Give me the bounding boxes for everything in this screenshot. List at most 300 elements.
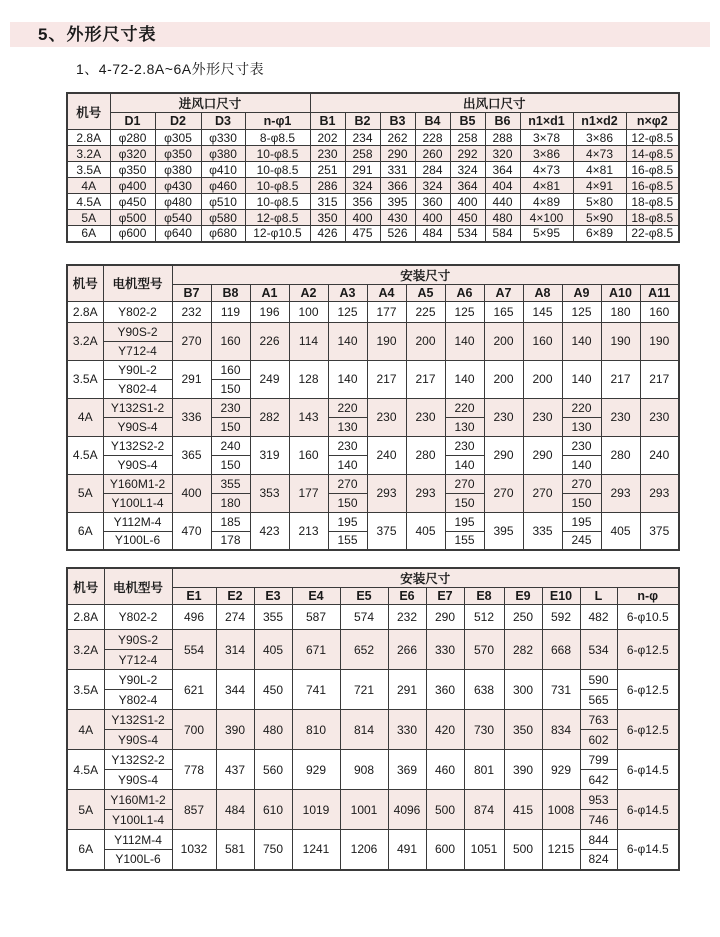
data-cell: 491 xyxy=(388,830,426,870)
data-cell: Y90S-2 xyxy=(104,630,172,650)
data-cell: 420 xyxy=(426,710,464,750)
data-cell: 484 xyxy=(216,790,254,830)
header-cell: A9 xyxy=(562,284,601,301)
data-cell: 405 xyxy=(601,512,640,550)
table-row xyxy=(67,130,679,146)
data-cell: 217 xyxy=(601,360,640,398)
data-cell: 282 xyxy=(250,398,289,436)
data-cell: 10-φ8.5 xyxy=(245,146,310,162)
data-cell: 3.2A xyxy=(67,322,103,360)
data-cell: 3×86 xyxy=(573,130,626,146)
data-cell: 292 xyxy=(450,146,485,162)
data-cell: Y802-4 xyxy=(103,379,172,398)
data-cell: 10-φ8.5 xyxy=(245,162,310,178)
data-cell: 437 xyxy=(216,750,254,790)
header-cell: B3 xyxy=(380,113,415,130)
data-cell: 4096 xyxy=(388,790,426,830)
data-cell: 220 xyxy=(562,398,601,417)
data-cell: 587 xyxy=(292,605,340,630)
data-cell: 130 xyxy=(445,417,484,436)
data-cell: 460 xyxy=(426,750,464,790)
data-cell: 155 xyxy=(328,531,367,550)
table-row xyxy=(67,790,679,810)
data-cell: 140 xyxy=(562,455,601,474)
data-cell: 1215 xyxy=(542,830,580,870)
data-cell: 200 xyxy=(406,322,445,360)
data-cell: 230 xyxy=(211,398,250,417)
data-cell: 280 xyxy=(601,436,640,474)
data-cell: 6A xyxy=(67,512,103,550)
data-cell: φ540 xyxy=(155,210,201,226)
data-cell: 929 xyxy=(542,750,580,790)
data-cell: 14-φ8.5 xyxy=(626,146,679,162)
data-cell: Y100L-6 xyxy=(103,531,172,550)
data-cell: 274 xyxy=(216,605,254,630)
data-cell: 128 xyxy=(289,360,328,398)
data-cell: 230 xyxy=(601,398,640,436)
header-cell: 机号 xyxy=(67,93,110,130)
data-cell: Y100L-6 xyxy=(104,850,172,870)
data-cell: φ305 xyxy=(155,130,201,146)
data-cell: 291 xyxy=(172,360,211,398)
data-cell: 190 xyxy=(367,322,406,360)
data-cell: 160 xyxy=(211,360,250,379)
data-cell: 290 xyxy=(484,436,523,474)
data-cell: Y90S-4 xyxy=(104,730,172,750)
data-cell: φ330 xyxy=(201,130,245,146)
data-cell: 570 xyxy=(464,630,504,670)
table-header-row xyxy=(67,265,679,285)
data-cell: 282 xyxy=(504,630,542,670)
data-cell: Y802-2 xyxy=(104,605,172,630)
data-cell: 145 xyxy=(523,301,562,322)
data-cell: 10-φ8.5 xyxy=(245,194,310,210)
data-cell: 240 xyxy=(367,436,406,474)
data-cell: 953 xyxy=(580,790,617,810)
data-cell: 5A xyxy=(67,790,104,830)
data-cell: 125 xyxy=(562,301,601,322)
data-cell: 324 xyxy=(345,178,380,194)
data-cell: 130 xyxy=(562,417,601,436)
data-cell: 3.5A xyxy=(67,670,104,710)
data-cell: φ580 xyxy=(201,210,245,226)
data-cell: 584 xyxy=(485,226,520,242)
header-cell: A10 xyxy=(601,284,640,301)
data-cell: 801 xyxy=(464,750,504,790)
data-cell: 230 xyxy=(328,436,367,455)
data-cell: 4A xyxy=(67,178,110,194)
data-cell: 390 xyxy=(504,750,542,790)
data-cell: 230 xyxy=(562,436,601,455)
data-cell: 200 xyxy=(523,360,562,398)
table-row xyxy=(67,194,679,210)
data-cell: 230 xyxy=(523,398,562,436)
data-cell: 526 xyxy=(380,226,415,242)
data-cell: 450 xyxy=(254,670,292,710)
data-cell: 6A xyxy=(67,830,104,870)
table-row xyxy=(67,322,679,341)
data-cell: Y90S-4 xyxy=(103,455,172,474)
data-cell: 534 xyxy=(580,630,617,670)
data-cell: 150 xyxy=(445,493,484,512)
data-cell: 4×89 xyxy=(520,194,573,210)
header-cell: A3 xyxy=(328,284,367,301)
data-cell: 266 xyxy=(388,630,426,670)
data-cell: 355 xyxy=(254,605,292,630)
data-cell: 857 xyxy=(172,790,216,830)
data-cell: 4×91 xyxy=(573,178,626,194)
data-cell: 240 xyxy=(211,436,250,455)
data-cell: 440 xyxy=(485,194,520,210)
header-cell: A8 xyxy=(523,284,562,301)
data-cell: 230 xyxy=(310,146,345,162)
installation-size-table-a-wrapper xyxy=(66,264,720,552)
data-cell: 750 xyxy=(254,830,292,870)
data-cell: 4.5A xyxy=(67,436,103,474)
data-cell: φ350 xyxy=(110,162,155,178)
data-cell: 1051 xyxy=(464,830,504,870)
data-cell: 375 xyxy=(367,512,406,550)
data-cell: φ680 xyxy=(201,226,245,242)
data-cell: 364 xyxy=(485,162,520,178)
data-cell: 140 xyxy=(328,322,367,360)
data-cell: 366 xyxy=(380,178,415,194)
data-cell: 6-φ14.5 xyxy=(617,830,679,870)
data-cell: 746 xyxy=(580,810,617,830)
data-cell: 3.2A xyxy=(67,630,104,670)
data-cell: 741 xyxy=(292,670,340,710)
data-cell: 331 xyxy=(380,162,415,178)
data-cell: 500 xyxy=(504,830,542,870)
data-cell: 130 xyxy=(328,417,367,436)
table-row xyxy=(67,512,679,531)
header-cell: n-φ1 xyxy=(245,113,310,130)
data-cell: 638 xyxy=(464,670,504,710)
data-cell: 114 xyxy=(289,322,328,360)
data-cell: 320 xyxy=(485,146,520,162)
data-cell: 12-φ8.5 xyxy=(245,210,310,226)
data-cell: Y160M1-2 xyxy=(104,790,172,810)
data-cell: 602 xyxy=(580,730,617,750)
data-cell: 258 xyxy=(345,146,380,162)
data-cell: 330 xyxy=(388,710,426,750)
data-cell: 290 xyxy=(380,146,415,162)
data-cell: Y90S-4 xyxy=(103,417,172,436)
data-cell: 300 xyxy=(504,670,542,710)
data-cell: φ350 xyxy=(155,146,201,162)
data-cell: 395 xyxy=(484,512,523,550)
data-cell: 2.8A xyxy=(67,301,103,322)
data-cell: 336 xyxy=(172,398,211,436)
data-cell: 4.5A xyxy=(67,194,110,210)
data-cell: 195 xyxy=(328,512,367,531)
header-cell: A7 xyxy=(484,284,523,301)
data-cell: 565 xyxy=(580,690,617,710)
data-cell: 178 xyxy=(211,531,250,550)
data-cell: φ280 xyxy=(110,130,155,146)
data-cell: 220 xyxy=(445,398,484,417)
data-cell: 4.5A xyxy=(67,750,104,790)
data-cell: 668 xyxy=(542,630,580,670)
data-cell: 1008 xyxy=(542,790,580,830)
data-cell: 390 xyxy=(216,710,254,750)
data-cell: 810 xyxy=(292,710,340,750)
data-cell: 155 xyxy=(445,531,484,550)
data-cell: 360 xyxy=(415,194,450,210)
data-cell: 3×86 xyxy=(520,146,573,162)
data-cell: 270 xyxy=(328,474,367,493)
table-header-row xyxy=(67,568,679,588)
data-cell: 4×73 xyxy=(520,162,573,178)
data-cell: 234 xyxy=(345,130,380,146)
data-cell: 180 xyxy=(211,493,250,512)
table-row xyxy=(67,146,679,162)
data-cell: 6×89 xyxy=(573,226,626,242)
data-cell: φ450 xyxy=(110,194,155,210)
data-cell: 671 xyxy=(292,630,340,670)
data-cell: 5×80 xyxy=(573,194,626,210)
data-cell: 150 xyxy=(211,455,250,474)
data-cell: 423 xyxy=(250,512,289,550)
data-cell: 6-φ14.5 xyxy=(617,790,679,830)
data-cell: 480 xyxy=(254,710,292,750)
data-cell: Y112M-4 xyxy=(104,830,172,850)
header-cell: A1 xyxy=(250,284,289,301)
data-cell: 230 xyxy=(640,398,679,436)
data-cell: 844 xyxy=(580,830,617,850)
data-cell: 581 xyxy=(216,830,254,870)
header-cell: L xyxy=(580,588,617,605)
data-cell: 1206 xyxy=(340,830,388,870)
data-cell: 125 xyxy=(445,301,484,322)
data-cell: 6A xyxy=(67,226,110,242)
data-cell: 778 xyxy=(172,750,216,790)
data-cell: Y802-2 xyxy=(103,301,172,322)
data-cell: 400 xyxy=(450,194,485,210)
data-cell: 16-φ8.5 xyxy=(626,178,679,194)
data-cell: 405 xyxy=(406,512,445,550)
header-cell: A2 xyxy=(289,284,328,301)
data-cell: 554 xyxy=(172,630,216,670)
data-cell: Y90L-2 xyxy=(104,670,172,690)
data-cell: 4×81 xyxy=(573,162,626,178)
header-cell: E3 xyxy=(254,588,292,605)
data-cell: 426 xyxy=(310,226,345,242)
data-cell: 730 xyxy=(464,710,504,750)
header-cell: 安装尺寸 xyxy=(172,568,679,588)
inlet-outlet-size-table-wrapper xyxy=(66,92,720,243)
header-cell: n1×d1 xyxy=(520,113,573,130)
data-cell: 6-φ10.5 xyxy=(617,605,679,630)
installation-size-table-e xyxy=(66,567,680,871)
data-cell: 929 xyxy=(292,750,340,790)
data-cell: 6-φ12.5 xyxy=(617,710,679,750)
data-cell: 512 xyxy=(464,605,504,630)
header-cell: B8 xyxy=(211,284,250,301)
data-cell: 293 xyxy=(640,474,679,512)
header-cell: 电机型号 xyxy=(104,568,172,605)
data-cell: Y132S2-2 xyxy=(103,436,172,455)
data-cell: 22-φ8.5 xyxy=(626,226,679,242)
data-cell: 225 xyxy=(406,301,445,322)
data-cell: 3.5A xyxy=(67,360,103,398)
data-cell: 4×73 xyxy=(573,146,626,162)
data-cell: 404 xyxy=(485,178,520,194)
data-cell: 908 xyxy=(340,750,388,790)
data-cell: 245 xyxy=(562,531,601,550)
header-cell: A11 xyxy=(640,284,679,301)
data-cell: Y160M1-2 xyxy=(103,474,172,493)
data-cell: 834 xyxy=(542,710,580,750)
table-row xyxy=(67,360,679,379)
data-cell: 400 xyxy=(172,474,211,512)
data-cell: 315 xyxy=(310,194,345,210)
header-cell: E7 xyxy=(426,588,464,605)
data-cell: 3.2A xyxy=(67,146,110,162)
header-cell: D2 xyxy=(155,113,201,130)
table-row xyxy=(67,226,679,242)
header-cell: 进风口尺寸 xyxy=(110,93,310,113)
data-cell: φ430 xyxy=(155,178,201,194)
data-cell: 731 xyxy=(542,670,580,710)
data-cell: Y90S-4 xyxy=(104,770,172,790)
data-cell: 230 xyxy=(484,398,523,436)
data-cell: 185 xyxy=(211,512,250,531)
data-cell: 360 xyxy=(426,670,464,710)
header-cell: 电机型号 xyxy=(103,265,172,302)
header-cell: 机号 xyxy=(67,568,104,605)
header-cell: n1×d2 xyxy=(573,113,626,130)
data-cell: 288 xyxy=(485,130,520,146)
data-cell: 240 xyxy=(640,436,679,474)
data-cell: 18-φ8.5 xyxy=(626,210,679,226)
data-cell: 353 xyxy=(250,474,289,512)
data-cell: 874 xyxy=(464,790,504,830)
data-cell: 500 xyxy=(426,790,464,830)
data-cell: φ600 xyxy=(110,226,155,242)
data-cell: 4A xyxy=(67,710,104,750)
data-cell: 3×78 xyxy=(520,130,573,146)
data-cell: 270 xyxy=(562,474,601,493)
header-cell: E9 xyxy=(504,588,542,605)
data-cell: 251 xyxy=(310,162,345,178)
header-cell: E2 xyxy=(216,588,254,605)
data-cell: 4×81 xyxy=(520,178,573,194)
data-cell: 621 xyxy=(172,670,216,710)
data-cell: 560 xyxy=(254,750,292,790)
data-cell: 5×90 xyxy=(573,210,626,226)
data-cell: 140 xyxy=(562,360,601,398)
data-cell: 405 xyxy=(254,630,292,670)
data-cell: 190 xyxy=(640,322,679,360)
data-cell: 592 xyxy=(542,605,580,630)
data-cell: 270 xyxy=(484,474,523,512)
table-row xyxy=(67,474,679,493)
data-cell: 652 xyxy=(340,630,388,670)
header-cell: E1 xyxy=(172,588,216,605)
data-cell: Y132S2-2 xyxy=(104,750,172,770)
table-row xyxy=(67,301,679,322)
data-cell: 16-φ8.5 xyxy=(626,162,679,178)
header-cell: 安装尺寸 xyxy=(172,265,679,285)
header-cell: E8 xyxy=(464,588,504,605)
data-cell: 150 xyxy=(211,417,250,436)
data-cell: 262 xyxy=(380,130,415,146)
data-cell: 721 xyxy=(340,670,388,710)
data-cell: 375 xyxy=(640,512,679,550)
data-cell: φ380 xyxy=(201,146,245,162)
data-cell: 293 xyxy=(406,474,445,512)
header-cell: B6 xyxy=(485,113,520,130)
data-cell: 226 xyxy=(250,322,289,360)
data-cell: 350 xyxy=(504,710,542,750)
data-cell: Y90S-2 xyxy=(103,322,172,341)
header-cell: B1 xyxy=(310,113,345,130)
data-cell: φ410 xyxy=(201,162,245,178)
data-cell: 6-φ12.5 xyxy=(617,670,679,710)
data-cell: 293 xyxy=(367,474,406,512)
data-cell: 10-φ8.5 xyxy=(245,178,310,194)
data-cell: 2.8A xyxy=(67,130,110,146)
data-cell: φ380 xyxy=(155,162,201,178)
data-cell: 213 xyxy=(289,512,328,550)
data-cell: φ400 xyxy=(110,178,155,194)
data-cell: 364 xyxy=(450,178,485,194)
data-cell: 125 xyxy=(328,301,367,322)
data-cell: 286 xyxy=(310,178,345,194)
data-cell: Y100L1-4 xyxy=(104,810,172,830)
installation-size-table-a xyxy=(66,264,680,552)
data-cell: 430 xyxy=(380,210,415,226)
table-row xyxy=(67,750,679,770)
data-cell: 3.5A xyxy=(67,162,110,178)
installation-size-table-e-wrapper xyxy=(66,567,720,871)
data-cell: Y100L1-4 xyxy=(103,493,172,512)
table-row xyxy=(67,210,679,226)
data-cell: φ640 xyxy=(155,226,201,242)
data-cell: 1032 xyxy=(172,830,216,870)
data-cell: 356 xyxy=(345,194,380,210)
data-cell: Y90L-2 xyxy=(103,360,172,379)
data-cell: 165 xyxy=(484,301,523,322)
header-cell: n×φ2 xyxy=(626,113,679,130)
data-cell: 319 xyxy=(250,436,289,474)
data-cell: 293 xyxy=(601,474,640,512)
data-cell: 195 xyxy=(562,512,601,531)
data-cell: φ500 xyxy=(110,210,155,226)
data-cell: 119 xyxy=(211,301,250,322)
data-cell: 160 xyxy=(523,322,562,360)
data-cell: 335 xyxy=(523,512,562,550)
data-cell: 450 xyxy=(450,210,485,226)
data-cell: 140 xyxy=(445,455,484,474)
data-cell: 150 xyxy=(562,493,601,512)
data-cell: 232 xyxy=(388,605,426,630)
data-cell: 496 xyxy=(172,605,216,630)
data-cell: 700 xyxy=(172,710,216,750)
header-cell: B5 xyxy=(450,113,485,130)
data-cell: Y712-4 xyxy=(104,650,172,670)
data-cell: 1019 xyxy=(292,790,340,830)
data-cell: 195 xyxy=(445,512,484,531)
data-cell: 355 xyxy=(211,474,250,493)
data-cell: 324 xyxy=(450,162,485,178)
data-cell: 1001 xyxy=(340,790,388,830)
section-title: 5、外形尺寸表 xyxy=(10,22,710,47)
data-cell: 230 xyxy=(445,436,484,455)
table-row xyxy=(67,605,679,630)
table-row xyxy=(67,162,679,178)
